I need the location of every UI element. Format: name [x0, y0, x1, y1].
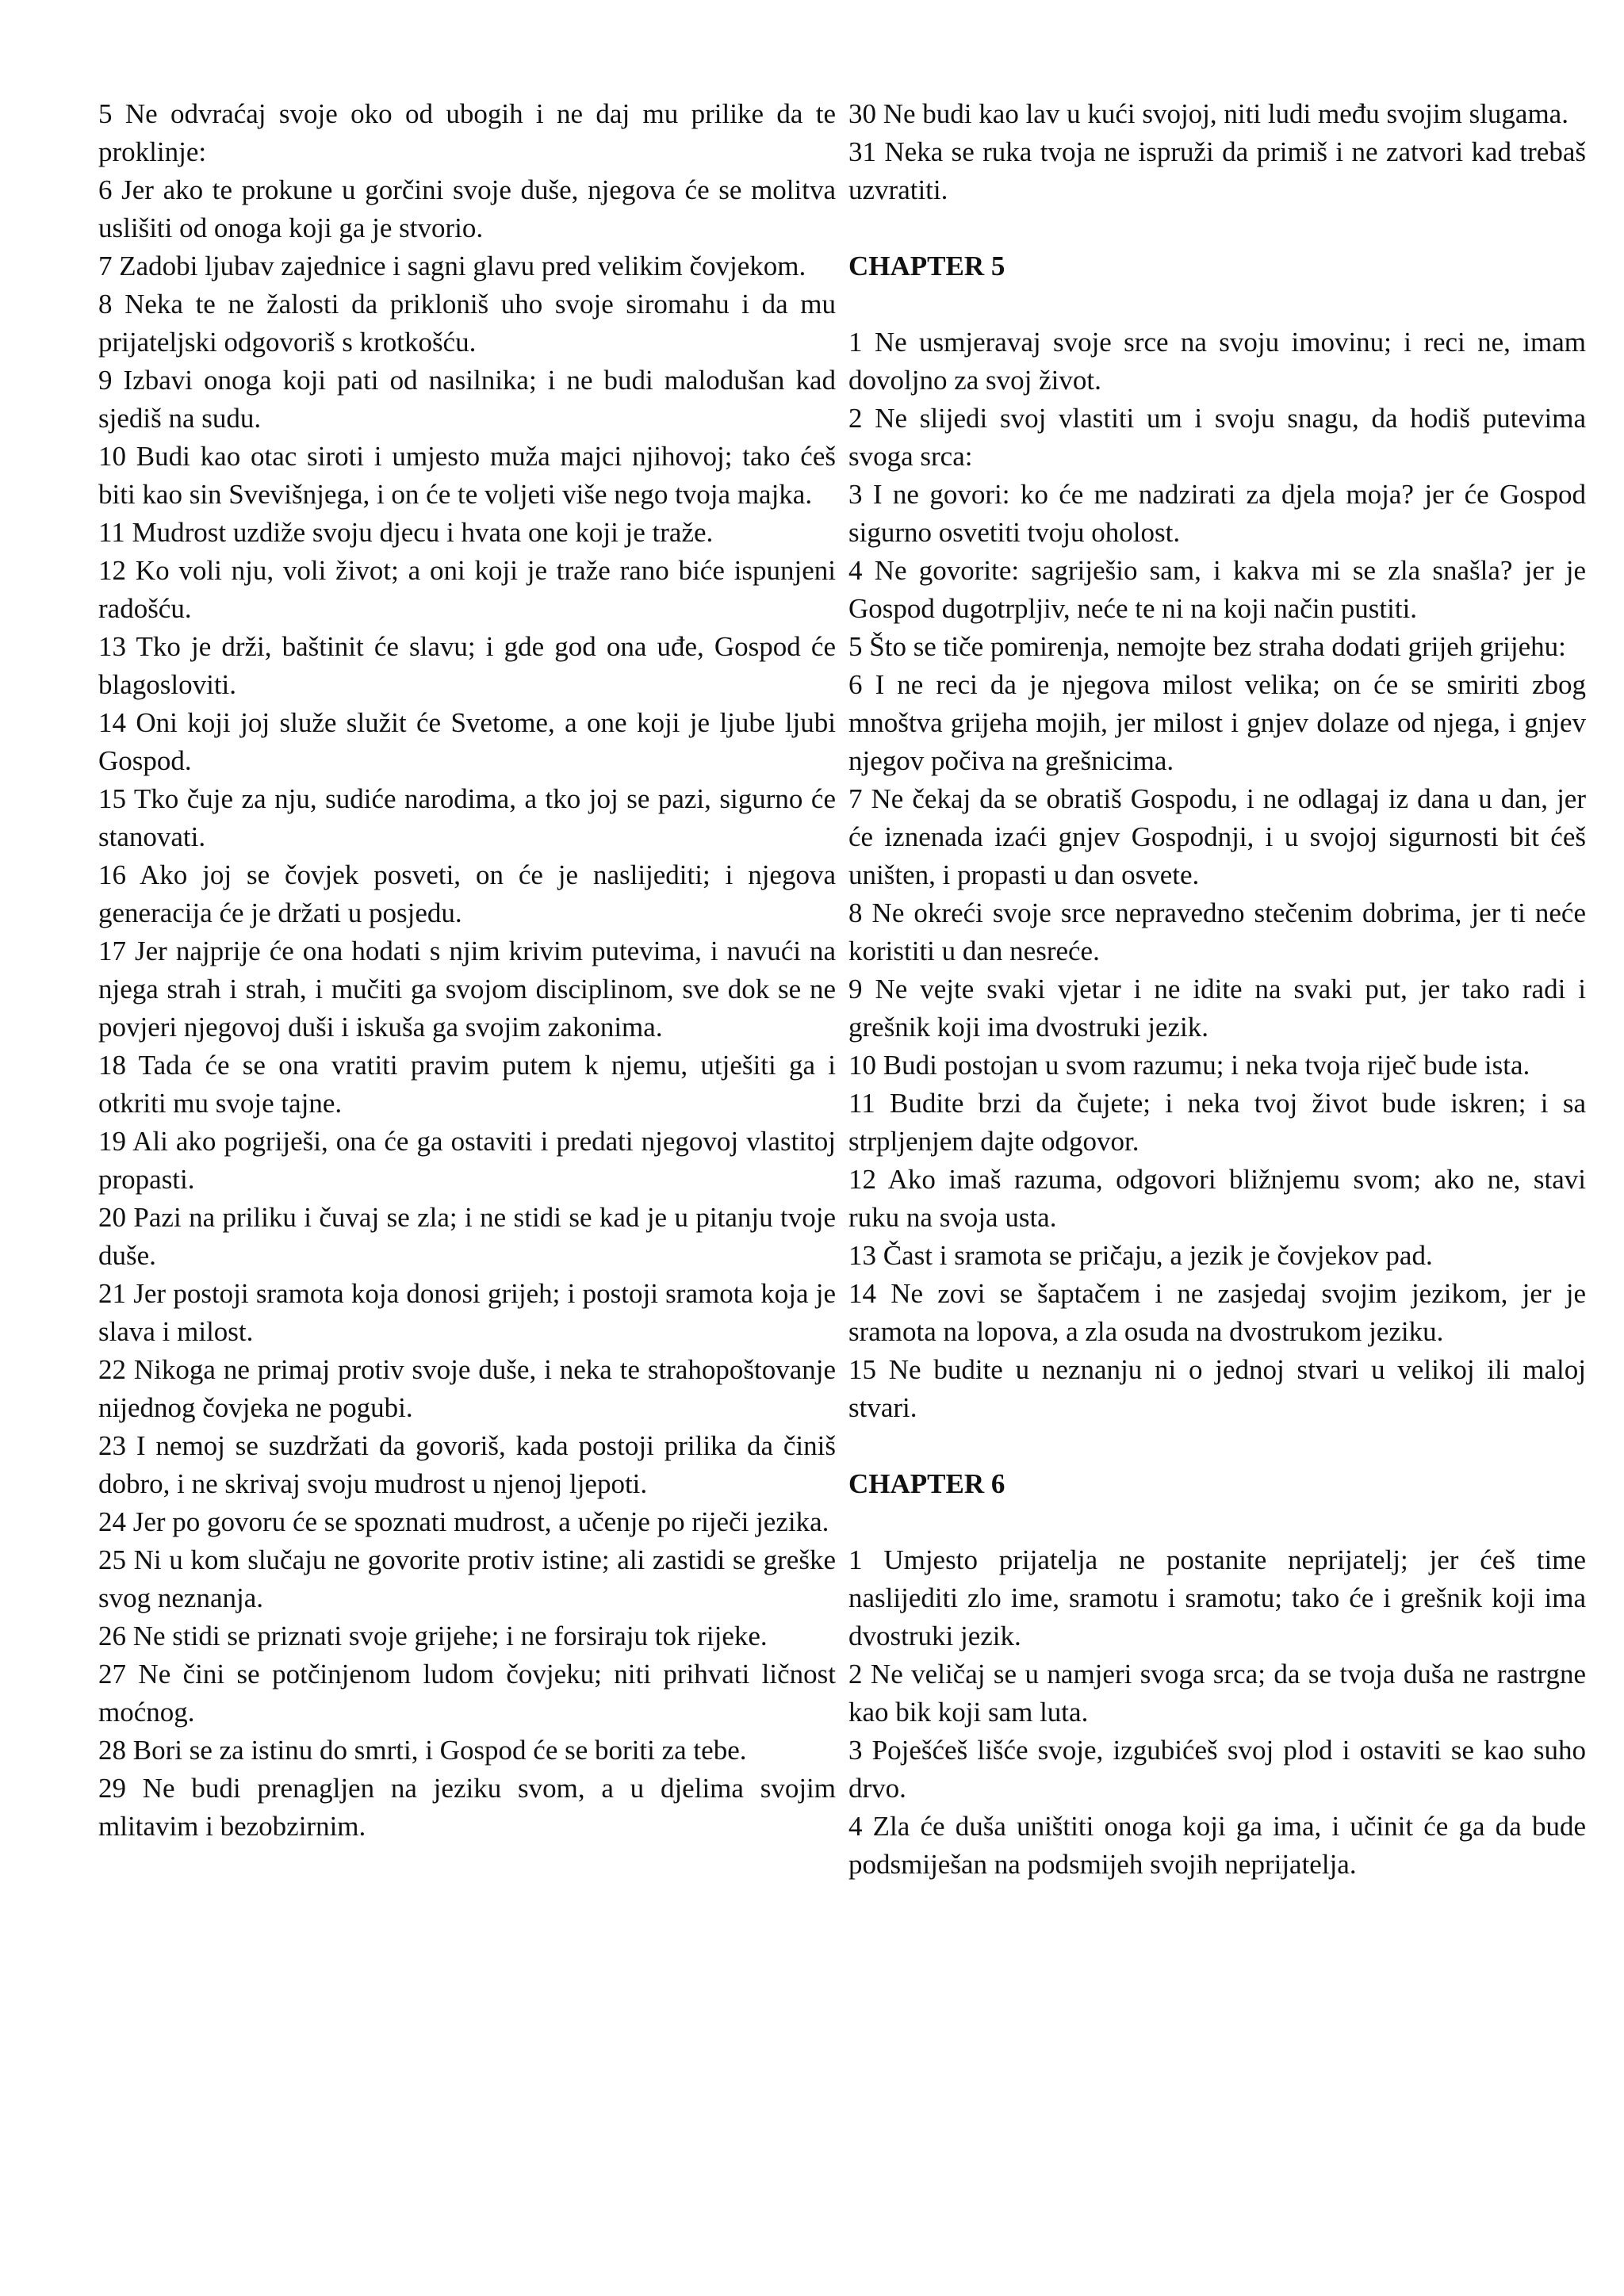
verse: 19 Ali ako pogriješi, ona će ga ostaviti i predati njegovoj vlastitoj propasti.	[98, 1126, 836, 1195]
verse: 28 Bori se za istinu do smrti, i Gospod će se boriti za tebe.	[98, 1735, 747, 1766]
verse: 24 Jer po govoru će se spoznati mudrost, a učenje po riječi jezika.	[98, 1506, 829, 1537]
verse: 11 Mudrost uzdiže svoju djecu i hvata one koji je traže.	[98, 517, 714, 548]
verse: 14 Oni koji joj služe služit će Svetome, a one koji je ljube ljubi Gospod.	[98, 707, 836, 776]
verse: 3 I ne govori: ko će me nadzirati za djela moja? jer će Gospod sigurno osvetiti tvoju oholost.	[848, 479, 1586, 548]
verse: 13 Čast i sramota se pričaju, a jezik je čovjekov pad.	[848, 1240, 1433, 1271]
verse: 15 Tko čuje za nju, sudiće narodima, a tko joj se pazi, sigurno će stanovati.	[98, 783, 836, 852]
verse: 11 Budite brzi da čujete; i neka tvoj život bude iskren; i sa strpljenjem dajte odgovor.	[848, 1088, 1586, 1157]
verse: 8 Ne okreći svoje srce nepravedno stečenim dobrima, jer ti neće koristiti u dan nesreće.	[848, 897, 1586, 966]
verse: 14 Ne zovi se šaptačem i ne zasjedaj svojim jezikom, jer je sramota na lopova, a zla osuda na dvostrukom jeziku.	[848, 1278, 1586, 1347]
chapter-heading: CHAPTER 5	[848, 251, 1005, 281]
verse: 1 Ne usmjeravaj svoje srce na svoju imovinu; i reci ne, imam dovoljno za svoj život.	[848, 327, 1586, 396]
verse: 25 Ni u kom slučaju ne govorite protiv istine; ali zastidi se greške svog neznanja.	[98, 1544, 836, 1613]
verse: 15 Ne budite u neznanju ni o jednoj stvari u velikoj ili maloj stvari.	[848, 1354, 1586, 1423]
verse: 7 Ne čekaj da se obratiš Gospodu, i ne odlagaj iz dana u dan, jer će iznenada izaći gnjev Gospodnji, i u svojoj sigurnosti bit ćeš uništen, i propasti u dan osvete.	[848, 783, 1586, 890]
verse: 17 Jer najprije će ona hodati s njim krivim putevima, i navući na njega strah i strah, i mučiti ga svojom disciplinom, sve dok se ne povjeri njegovoj duši i iskuša ga svojim zakonima.	[98, 936, 836, 1043]
verse: 4 Ne govorite: sagriješio sam, i kakva mi se zla snašla? jer je Gospod dugotrpljiv, neće te ni na koji način pustiti.	[848, 555, 1586, 624]
verse: 3 Poješćeš lišće svoje, izgubićeš svoj plod i ostaviti se kao suho drvo.	[848, 1735, 1586, 1804]
right-column	[848, 95, 1586, 1884]
verse: 1 Umjesto prijatelja ne postanite neprijatelj; jer ćeš time naslijediti zlo ime, sramotu i sramotu; tako će i grešnik koji ima dvostruki jezik.	[848, 1544, 1586, 1651]
verse: 29 Ne budi prenagljen na jeziku svom, a u djelima svojim mlitavim i bezobzirnim.	[98, 1773, 836, 1842]
left-column	[98, 95, 836, 1846]
verse: 5 Ne odvraćaj svoje oko od ubogih i ne daj mu prilike da te proklinje:	[98, 98, 836, 167]
verse: 31 Neka se ruka tvoja ne ispruži da primiš i ne zatvori kad trebaš uzvratiti.	[848, 136, 1586, 205]
verse: 27 Ne čini se potčinjenom ludom čovjeku; niti prihvati ličnost moćnog.	[98, 1659, 836, 1728]
verse: 6 I ne reci da je njegova milost velika; on će se smiriti zbog mnoštva grijeha mojih, jer milost i gnjev dolaze od njega, i gnjev njegov počiva na grešnicima.	[848, 669, 1586, 776]
verse: 5 Što se tiče pomirenja, nemojte bez straha dodati grijeh grijehu:	[848, 631, 1566, 662]
verse: 2 Ne slijedi svoj vlastiti um i svoju snagu, da hodiš putevima svoga srca:	[848, 403, 1586, 472]
verse: 10 Budi kao otac siroti i umjesto muža majci njihovoj; tako ćeš biti kao sin Svevišnjega, i on će te voljeti više nego tvoja majka.	[98, 441, 836, 510]
verse: 26 Ne stidi se priznati svoje grijehe; i ne forsiraju tok rijeke.	[98, 1621, 768, 1651]
verse: 18 Tada će se ona vratiti pravim putem k njemu, utješiti ga i otkriti mu svoje tajne.	[98, 1050, 836, 1119]
chapter-heading: CHAPTER 6	[848, 1468, 1005, 1499]
verse: 6 Jer ako te prokune u gorčini svoje duše, njegova će se molitva uslišiti od onoga koji ga je stvorio.	[98, 174, 836, 243]
verse: 23 I nemoj se suzdržati da govoriš, kada postoji prilika da činiš dobro, i ne skrivaj svoju mudrost u njenoj ljepoti.	[98, 1430, 836, 1499]
verse: 13 Tko je drži, baštinit će slavu; i gde god ona uđe, Gospod će blagosloviti.	[98, 631, 836, 700]
verse: 22 Nikoga ne primaj protiv svoje duše, i neka te strahopoštovanje nijednog čovjeka ne pogubi.	[98, 1354, 836, 1423]
verse: 16 Ako joj se čovjek posveti, on će je naslijediti; i njegova generacija će je držati u posjedu.	[98, 859, 836, 928]
verse: 9 Ne vejte svaki vjetar i ne idite na svaki put, jer tako radi i grešnik koji ima dvostruki jezik.	[848, 974, 1586, 1043]
verse: 9 Izbavi onoga koji pati od nasilnika; i ne budi malodušan kad sjediš na sudu.	[98, 365, 836, 434]
verse: 8 Neka te ne žalosti da prikloniš uho svoje siromahu i da mu prijateljski odgovoriš s krotkošću.	[98, 289, 836, 358]
verse: 7 Zadobi ljubav zajednice i sagni glavu pred velikim čovjekom.	[98, 251, 806, 281]
verse: 30 Ne budi kao lav u kući svojoj, niti ludi među svojim slugama.	[848, 98, 1568, 129]
verse: 21 Jer postoji sramota koja donosi grijeh; i postoji sramota koja je slava i milost.	[98, 1278, 836, 1347]
verse: 2 Ne veličaj se u namjeri svoga srca; da se tvoja duša ne rastrgne kao bik koji sam luta.	[848, 1659, 1586, 1728]
verse: 4 Zla će duša uništiti onoga koji ga ima, i učinit će ga da bude podsmiješan na podsmijeh svojih neprijatelja.	[848, 1811, 1586, 1880]
verse: 12 Ko voli nju, voli život; a oni koji je traže rano biće ispunjeni radošću.	[98, 555, 836, 624]
verse: 10 Budi postojan u svom razumu; i neka tvoja riječ bude ista.	[848, 1050, 1530, 1081]
verse: 12 Ako imaš razuma, odgovori bližnjemu svom; ako ne, stavi ruku na svoja usta.	[848, 1164, 1586, 1233]
verse: 20 Pazi na priliku i čuvaj se zla; i ne stidi se kad je u pitanju tvoje duše.	[98, 1202, 836, 1271]
